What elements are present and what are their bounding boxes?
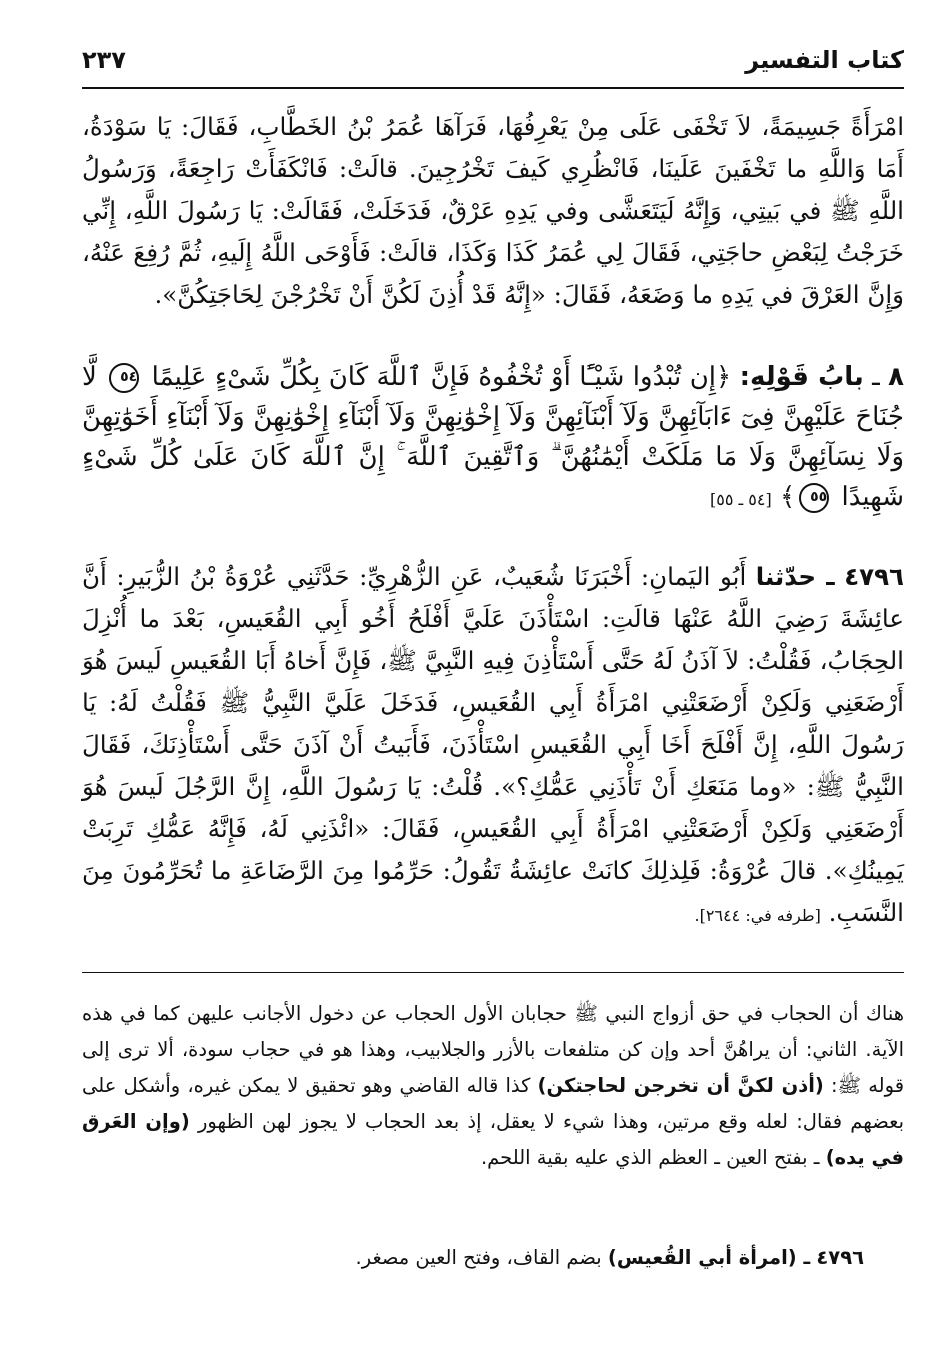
- footnote-part-2: كذا قاله القاضي وهو تحقيق لا يمكن غيره، وأشكل على بعضهم فقال: لعله وقع مرتين، وهذا شيء لا يعقل، إذ بعد الحجاب لا يجوز لهن الظهور: [82, 1074, 904, 1133]
- footnote-hadith-number: ٤٧٩٦: [816, 1246, 864, 1269]
- chapter-verse: ٨ ـ بابُ قَوْلِهِ: ﴿إِن تُبْدُوا شَيْـًٔا أَوْ تُخْفُوهُ فَإِنَّ ٱللَّهَ كَانَ بِكُلِّ شَىْءٍ عَلِيمًا ٥٤ لَّا جُنَاحَ عَلَيْهِنَّ فِىٓ ءَابَآئِهِنَّ وَلَآ أَبْنَآئِهِنَّ وَلَآ إِخْوَٰنِهِنَّ وَلَآ أَبْنَآءِ إِخْوَٰنِهِنَّ وَلَآ أَبْنَآءِ أَخَوَٰتِهِنَّ وَلَا نِسَآئِهِنَّ وَلَا مَا مَلَكَتْ أَيْمَٰنُهُنَّ ۗ وَٱتَّقِينَ ٱللَّهَ ۚ إِنَّ ٱللَّهَ كَانَ عَلَىٰ كُلِّ شَىْءٍ شَهِيدًا ٥٥﴾ [٥٤ ـ ٥٥]: [82, 362, 905, 512]
- footnote-part-3: ـ بفتح العين ـ العظم الذي عليه بقية اللحم.: [480, 1146, 820, 1169]
- hadith-block: [82, 556, 904, 937]
- paragraph-continuation: [82, 106, 904, 316]
- footnote-hadith-note: ٤٧٩٦ ـ (امرأة أبي القُعيس) بضم القاف، وفتح العين مصغر.: [355, 1246, 864, 1269]
- ayah-number-54: ٥٤: [109, 363, 139, 393]
- hadith-number: ٤٧٩٦: [844, 562, 905, 591]
- verse-part-2: لَّا جُنَاحَ عَلَيْهِنَّ فِىٓ ءَابَآئِهِنَّ وَلَآ أَبْنَآئِهِنَّ وَلَآ إِخْوَٰنِهِنَّ وَلَآ أَبْنَآءِ إِخْوَٰنِهِنَّ وَلَآ أَبْنَآءِ أَخَوَٰتِهِنَّ وَلَا نِسَآئِهِنَّ وَلَا مَا مَلَكَتْ أَيْمَٰنُهُنَّ ۗ وَٱتَّقِينَ ٱللَّهَ ۚ إِنَّ ٱللَّهَ كَانَ عَلَىٰ كُلِّ شَىْءٍ شَهِيدًا: [82, 362, 904, 512]
- footnote-divider: [82, 972, 904, 973]
- page-number: ٢٣٧: [82, 46, 126, 74]
- footnote-commentary: [82, 996, 904, 1176]
- hadith-tarf: [طرفه في: ٢٦٤٤].: [694, 906, 821, 925]
- footnote-part-1: هناك أن الحجاب في حق أزواج النبي ﷺ حجابان الأول الحجاب عن دخول الأجانب عليهن كما في هذه الآية. الثاني: أن يراهُنَّ أحد وإن كن متلفعات بالأزر والجلابيب، وهذا هو في حجاب سودة، ألا ترى إلى قوله ﷺ:: [82, 1002, 905, 1097]
- hadith-text: أَبُو اليَمانِ: أَخْبَرَنَا شُعَيبٌ، عَنِ الزُّهْرِيِّ: حَدَّثَنِي عُرْوَةُ بْنُ الزُّبَيرِ: أَنَّ عائِشَةَ رَضِيَ اللَّهُ عَنْهَا قالَتِ: اسْتَأْذَنَ عَلَيَّ أَفْلَحُ أَخُو أَبِي القُعَيسِ، بَعْدَ ما أُنْزِلَ الحِجَابُ، فَقُلْتُ: لاَ آذَنُ لَهُ حَتَّى أَسْتَأْذِنَ فِيهِ النَّبِيَّ ﷺ، فَإِنَّ أَخاهُ أَبَا القُعَيسِ لَيسَ هُوَ أَرْضَعَنِي وَلَكِنْ أَرْضَعَتْنِي امْرَأَةُ أَبِي القُعَيسِ، فَدَخَلَ عَلَيَّ النَّبِيُّ ﷺ فَقُلْتُ لَهُ: يَا رَسُولَ اللَّهِ، إِنَّ أَفْلَحَ أَخَا أَبِي القُعَيسِ اسْتَأْذَنَ، فَأَبَيتُ أَنْ آذَنَ حَتَّى أَسْتَأْذِنَكَ، فَقَالَ النَّبِيُّ ﷺ: «وما مَنَعَكِ أَنْ تَأْذَنِي عَمُّكِ؟». قُلْتُ: يَا رَسُولَ اللَّهِ، إِنَّ الرَّجُلَ لَيسَ هُوَ أَرْضَعَنِي وَلَكِنْ أَرْضَعَتْنِي امْرَأَةُ أَبِي القُعَيسِ، فَقَالَ: «ائْذَنِي لَهُ، فَإِنَّهُ عَمُّكِ تَرِبَتْ يَمِينُكِ». قالَ عُرْوَةُ: فَلِذلِكَ كانَتْ عائِشَةُ تَقُولُ: حَرِّمُوا مِنَ الرَّضَاعَةِ ما تُحَرِّمُونَ مِنَ النَّسَبِ.: [82, 562, 904, 927]
- chapter-heading: [82, 357, 904, 520]
- verse-close-bracket: ﴾: [780, 482, 796, 512]
- chapter-lead: بابُ قَوْلِهِ:: [739, 362, 864, 392]
- hadith-haddathana: حدّثنا: [755, 562, 817, 591]
- verse-part-1: ﴿إِن تُبْدُوا شَيْـًٔا أَوْ تُخْفُوهُ فَإِنَّ ٱللَّهَ كَانَ بِكُلِّ شَىْءٍ عَلِيمًا: [151, 362, 732, 392]
- footnote-hadith-bold: (امرأة أبي القُعيس): [607, 1246, 797, 1269]
- page-header: [82, 44, 904, 84]
- header-divider: [82, 87, 904, 89]
- hadith-text-paragraph: ٤٧٩٦ ـ حدّثنا أَبُو اليَمانِ: أَخْبَرَنَا شُعَيبٌ، عَنِ الزُّهْرِيِّ: حَدَّثَنِي عُرْوَةُ بْنُ الزُّبَيرِ: أَنَّ عائِشَةَ رَضِيَ اللَّهُ عَنْهَا قالَتِ: اسْتَأْذَنَ عَلَيَّ أَفْلَحُ أَخُو أَبِي القُعَيسِ، بَعْدَ ما أُنْزِلَ الحِجَابُ، فَقُلْتُ: لاَ آذَنُ لَهُ حَتَّى أَسْتَأْذِنَ فِيهِ النَّبِيَّ ﷺ، فَإِنَّ أَخاهُ أَبَا القُعَيسِ لَيسَ هُوَ أَرْضَعَنِي وَلَكِنْ أَرْضَعَتْنِي امْرَأَةُ أَبِي القُعَيسِ، فَدَخَلَ عَلَيَّ النَّبِيُّ ﷺ فَقُلْتُ لَهُ: يَا رَسُولَ اللَّهِ، إِنَّ أَفْلَحَ أَخَا أَبِي القُعَيسِ اسْتَأْذَنَ، فَأَبَيتُ أَنْ آذَنَ حَتَّى أَسْتَأْذِنَكَ، فَقَالَ النَّبِيُّ ﷺ: «وما مَنَعَكِ أَنْ تَأْذَنِي عَمُّكِ؟». قُلْتُ: يَا رَسُولَ اللَّهِ، إِنَّ الرَّجُلَ لَيسَ هُوَ أَرْضَعَنِي وَلَكِنْ أَرْضَعَتْنِي امْرَأَةُ أَبِي القُعَيسِ، فَقَالَ: «ائْذَنِي لَهُ، فَإِنَّهُ عَمُّكِ تَرِبَتْ يَمِينُكِ». قالَ عُرْوَةُ: فَلِذلِكَ كانَتْ عائِشَةُ تَقُولُ: حَرِّمُوا مِنَ الرَّضَاعَةِ ما تُحَرِّمُونَ مِنَ النَّسَبِ. [طرفه في: ٢٦٤٤].: [82, 562, 905, 927]
- footnote-hadith-text: بضم القاف، وفتح العين مصغر.: [355, 1246, 602, 1269]
- chapter-number: ٨: [888, 362, 905, 392]
- verse-reference: [٥٤ ـ ٥٥]: [710, 490, 772, 509]
- footnote-paragraph: [82, 996, 904, 1176]
- book-title: كتاب التفسير: [745, 46, 904, 74]
- footnote-bold-quote-2: (وإن العَرق في يده): [82, 1110, 904, 1169]
- ayah-number-55: ٥٥: [799, 483, 829, 513]
- paragraph-text: امْرَأَةً جَسِيمَةً، لاَ تَخْفَى عَلَى مِنْ يَعْرِفُهَا، فَرَآهَا عُمَرُ بْنُ الخَطَّابِ، فَقَالَ: يَا سَوْدَةُ، أَمَا وَاللَّهِ ما تَخْفَينَ عَلَينَا، فَانْظُرِي كَيفَ تَخْرُجِينَ. قالَتْ: فَانْكَفَأَتْ رَاجِعَةً، وَرَسُولُ اللَّهِ ﷺ في بَيتِي، وَإِنَّهُ لَيَتَعَشَّى وفي يَدِهِ عَرْقٌ، فَدَخَلَتْ، فَقَالَتْ: يَا رَسُولَ اللَّهِ، إِنِّي خَرَجْتُ لِبَعْضِ حاجَتِي، فَقَالَ لِي عُمَرُ كَذَا وَكَذَا، قالَتْ: فَأَوْحَى اللَّهُ إِلَيهِ، ثُمَّ رُفِعَ عَنْهُ، وَإِنَّ العَرْقَ في يَدِهِ ما وَضَعَهُ، فَقَالَ: «إِنَّهُ قَدْ أُذِنَ لَكُنَّ أَنْ تَخْرُجْنَ لِحَاجَتِكُنَّ».: [82, 112, 904, 309]
- footnote-bold-quote-1: (أذن لكنَّ أن تخرجن لحاجتكن): [537, 1074, 824, 1097]
